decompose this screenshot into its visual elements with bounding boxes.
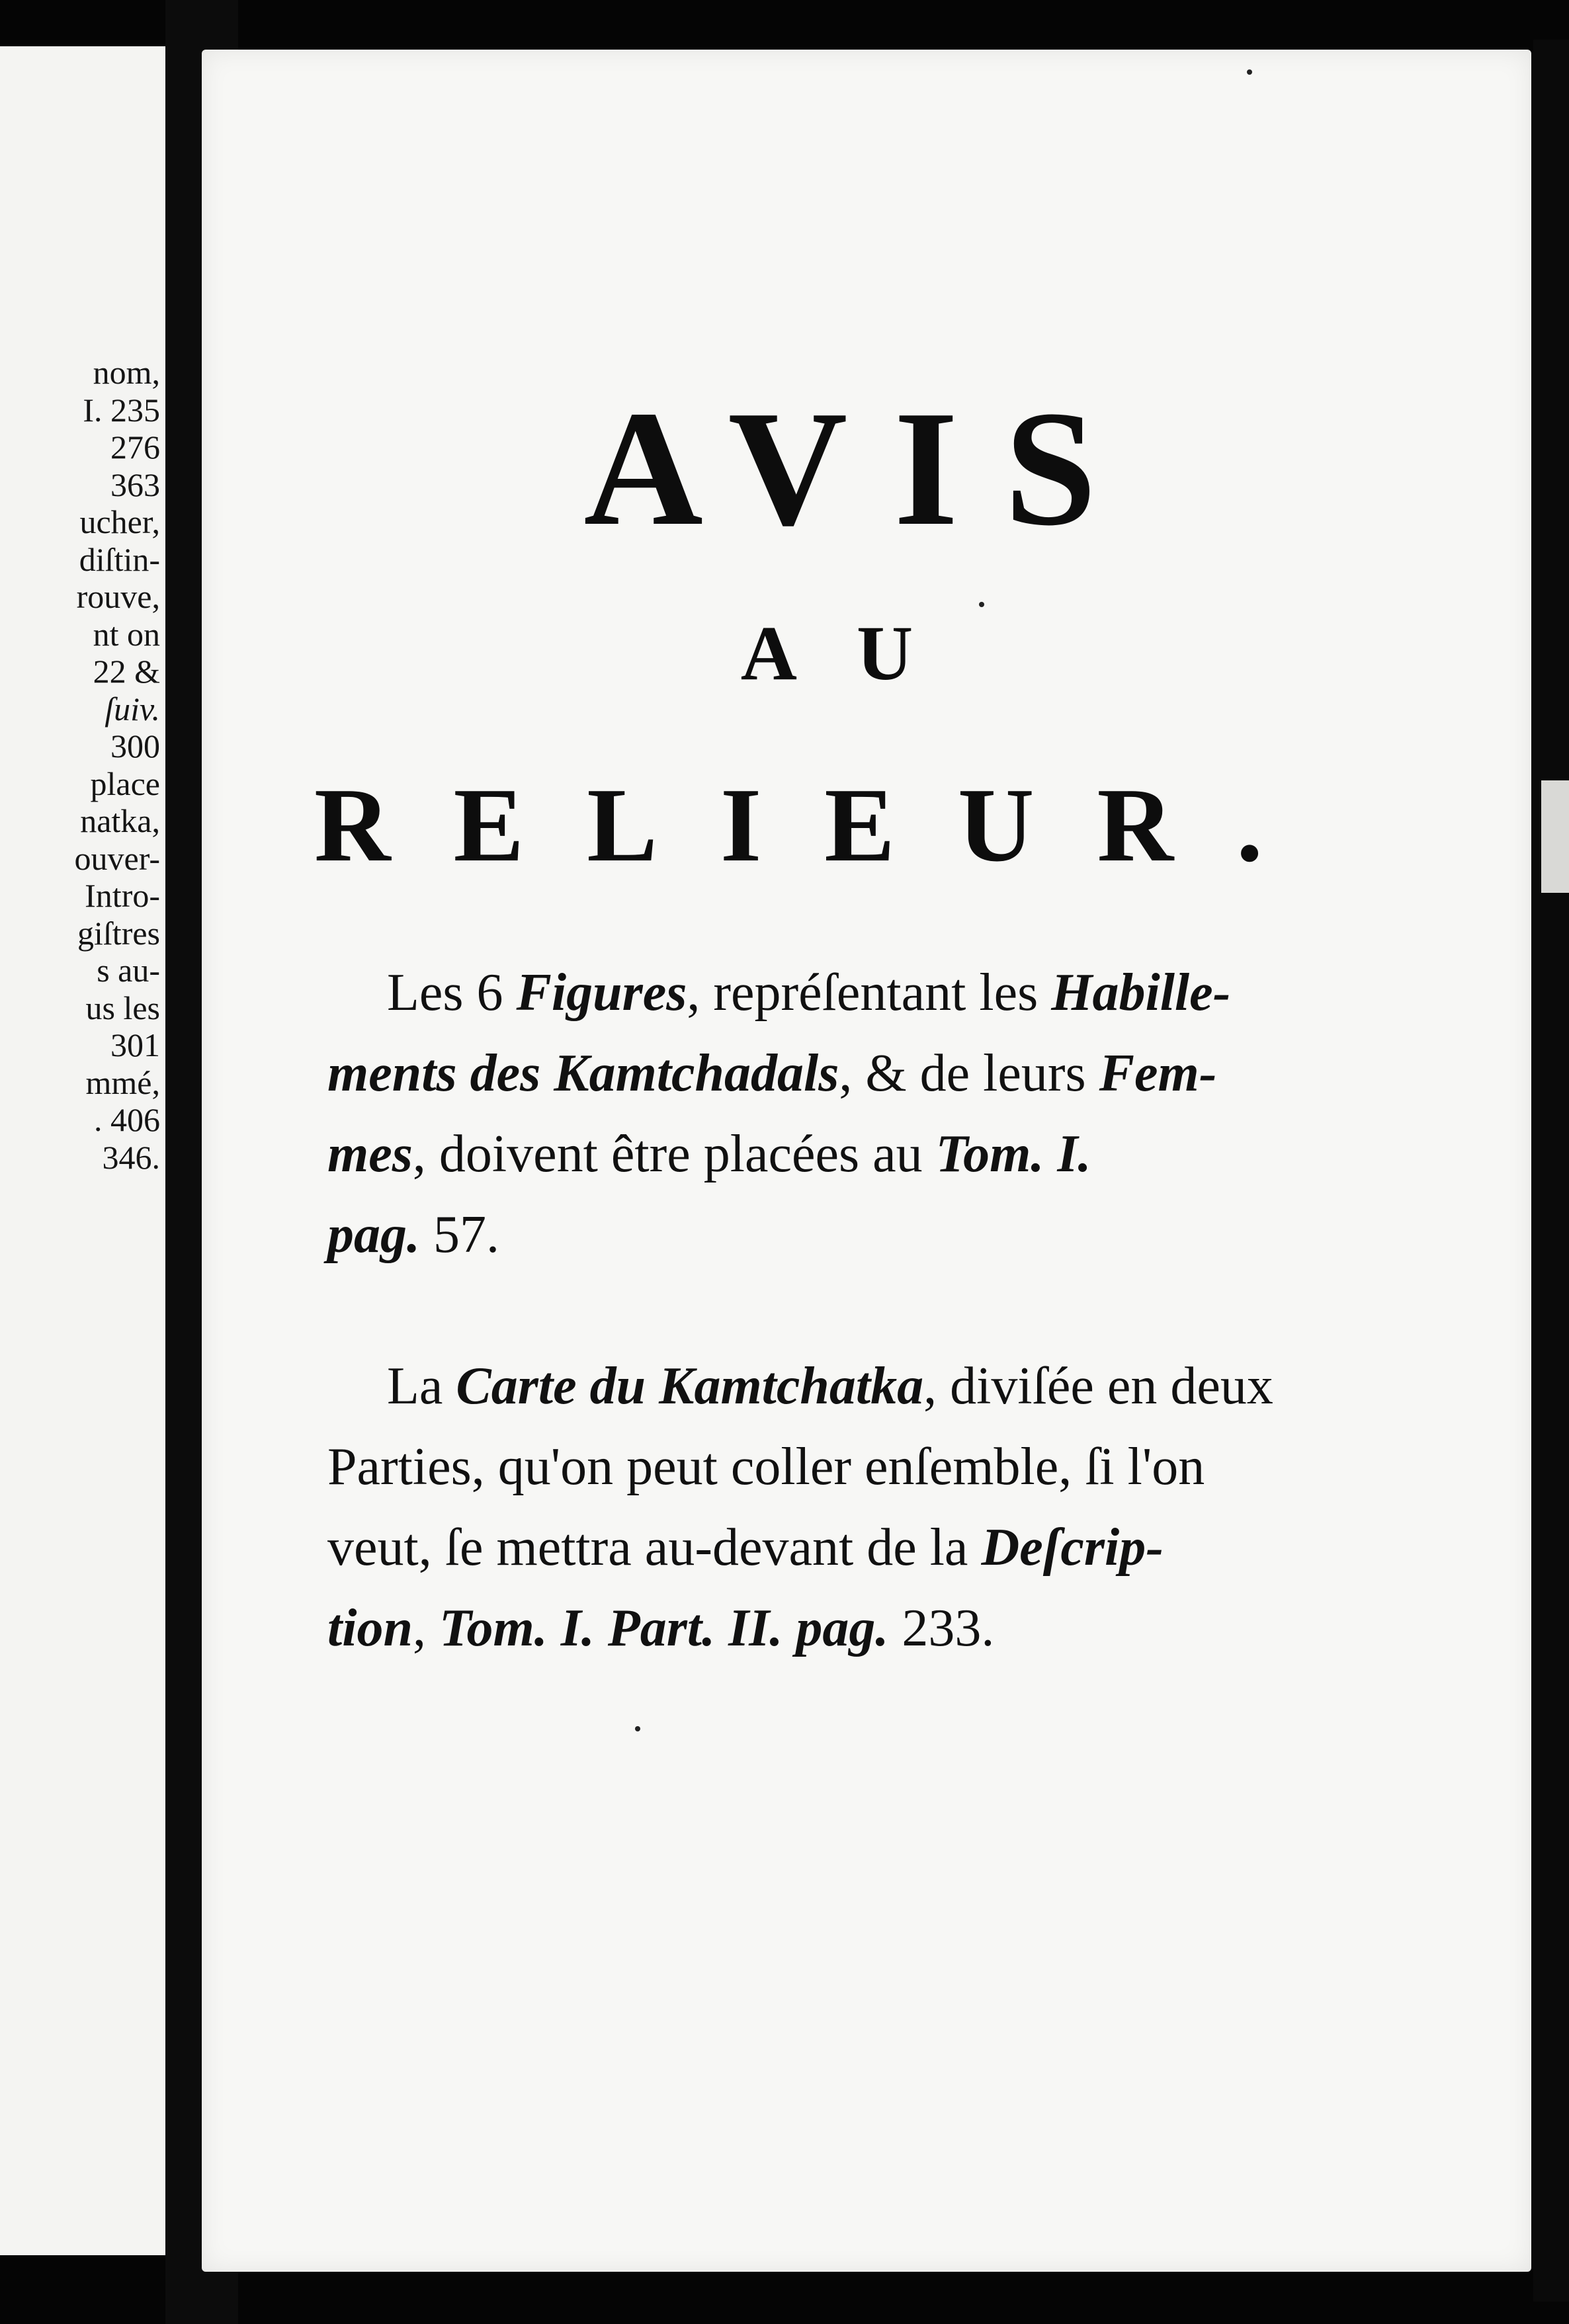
previous-page-line: I. 235	[83, 391, 160, 429]
previous-page-line: natka,	[80, 802, 160, 839]
previous-page-line: mmé,	[85, 1063, 160, 1101]
italic-run: Carte du Kamtchatka	[456, 1357, 924, 1415]
paragraph-carte-line-2: Parties, qu'on peut coller enſemble, ſi l'on	[327, 1438, 1205, 1496]
italic-run: Habille-	[1051, 964, 1231, 1022]
italic-run: Fem-	[1099, 1044, 1217, 1102]
text-run: , doivent être placées au	[412, 1125, 936, 1183]
previous-page-line: . 406	[94, 1101, 160, 1138]
italic-run: Figures	[516, 964, 687, 1022]
text-run: , & de leurs	[839, 1044, 1099, 1102]
previous-page-line: 276	[110, 429, 160, 466]
paragraph-figures-line-1	[327, 952, 1538, 1033]
page-avis-au-relieur	[202, 50, 1531, 2272]
text-run: La	[387, 1357, 456, 1415]
previous-page-line: 301	[110, 1026, 160, 1063]
previous-page-line: 300	[110, 727, 160, 765]
previous-page-line: ucher,	[79, 503, 160, 540]
italic-run: pag.	[327, 1206, 420, 1264]
paragraph-carte	[327, 1346, 1538, 1669]
italic-run: Deſcrip-	[981, 1518, 1164, 1577]
previous-page-line: ouver-	[74, 839, 160, 877]
next-page-sliver	[1541, 780, 1569, 893]
previous-page-line: ſuiv.	[105, 690, 160, 727]
title-relieur: RELIEUR.	[314, 766, 1326, 884]
paragraph-figures-line-4	[327, 1194, 1538, 1275]
right-page-edge	[1533, 40, 1569, 2302]
previous-page-line: diſtin-	[79, 540, 160, 578]
text-run: veut, ſe mettra au-devant de la	[327, 1518, 982, 1577]
previous-page-line: 22 &	[93, 653, 160, 690]
previous-page-line: nt on	[93, 615, 160, 653]
previous-page-line: 363	[110, 466, 160, 503]
italic-run: ments des Kamtchadals	[327, 1044, 839, 1102]
ink-speck	[635, 1726, 640, 1731]
previous-page-line: rouve,	[76, 578, 160, 615]
previous-page-fragment	[0, 46, 165, 2255]
previous-page-line: 346.	[102, 1138, 160, 1176]
title-au: AU	[740, 610, 973, 696]
text-run: 57.	[420, 1206, 499, 1264]
italic-run: tion	[327, 1599, 413, 1657]
ink-speck	[979, 602, 984, 607]
paragraph-figures-line-2	[327, 1033, 1538, 1114]
text-run: , repréſentant les	[687, 964, 1052, 1022]
previous-page-line: Intro-	[85, 877, 160, 914]
title-avis: AVIS	[583, 377, 1143, 560]
paragraph-carte-line-3	[327, 1507, 1538, 1588]
italic-run: Tom. I. Part. II. pag.	[439, 1599, 889, 1657]
text-run: , diviſée en deux	[923, 1357, 1273, 1415]
italic-run: mes	[327, 1125, 413, 1183]
previous-page-line: s au-	[97, 952, 160, 989]
previous-page-line: us les	[85, 989, 160, 1026]
text-run: ,	[412, 1599, 439, 1657]
ink-speck	[1247, 69, 1252, 75]
paragraph-figures	[327, 952, 1538, 1275]
previous-page-line: giſtres	[77, 914, 160, 952]
text-run: Les 6	[387, 964, 517, 1022]
previous-page-line: place	[90, 765, 160, 802]
previous-page-line: nom,	[93, 354, 160, 391]
text-run: 233.	[888, 1599, 995, 1657]
italic-run: Tom. I.	[935, 1125, 1091, 1183]
paragraph-carte-line-4	[327, 1588, 1538, 1669]
paragraph-figures-line-3	[327, 1114, 1538, 1194]
paragraph-carte-line-1	[327, 1346, 1538, 1427]
